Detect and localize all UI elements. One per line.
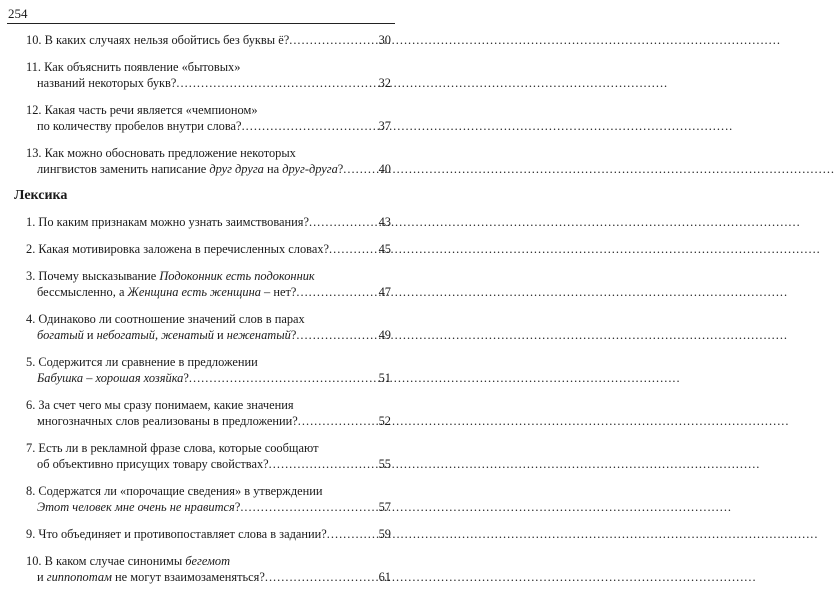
- toc-text-part: – нет?: [260, 285, 297, 299]
- toc-entry-line: [26, 370, 391, 386]
- toc-text-part: 5. Содержится ли сравнение в предложении: [26, 355, 258, 369]
- toc-entry-text: [37, 118, 242, 134]
- toc-entry[interactable]: [26, 397, 391, 429]
- toc-page-number: 55: [378, 457, 391, 471]
- toc-text-part: 2. Какая мотивировка заложена в перечисленных словах?: [26, 242, 330, 256]
- toc-text-part: не могут взаимозаменяться?: [111, 570, 265, 584]
- toc-page-number: 37: [378, 119, 391, 133]
- toc-example-italic: неженатый: [226, 328, 291, 342]
- toc-entry[interactable]: [26, 526, 391, 542]
- toc-leader-dots: [296, 284, 376, 300]
- toc-entry-line: [26, 161, 391, 177]
- toc-leader-dots: [176, 75, 376, 91]
- toc-entry-line: [26, 440, 391, 456]
- toc-leader-dots: [242, 118, 377, 134]
- toc-text-part: 8. Содержатся ли «порочащие сведения» в утверждении: [26, 484, 323, 498]
- toc-text-part: об объективно присущих товару свойствах?: [37, 457, 269, 471]
- toc-page-number: 61: [378, 570, 391, 584]
- toc-text-part: 13. Как можно обосновать предложение некоторых: [26, 146, 296, 160]
- toc-text-part: 11. Как объяснить появление «бытовых»: [26, 60, 241, 74]
- toc-text-part: ?: [234, 500, 241, 514]
- toc-page-number: 45: [378, 242, 391, 256]
- toc-entry-text: [26, 483, 323, 499]
- page-number: 254: [8, 6, 28, 21]
- toc-example-italic: Этот человек мне очень не нравится: [37, 500, 235, 514]
- toc-entry-line: [26, 214, 391, 230]
- toc-entry-text: [37, 370, 189, 386]
- toc-entry[interactable]: [26, 59, 391, 91]
- toc-entry-line: [26, 397, 391, 413]
- toc-page-number: 51: [378, 371, 391, 385]
- toc-text-part: ?: [290, 328, 297, 342]
- toc-entry-text: [37, 161, 343, 177]
- toc-example-italic: друг друга: [209, 162, 264, 176]
- toc-text-part: и: [213, 328, 227, 342]
- toc-text-part: 3. Почему высказывание: [26, 269, 160, 283]
- toc-example-italic: Подоконник есть подоконник: [159, 269, 315, 283]
- toc-entry-line: [26, 75, 391, 91]
- toc-leader-dots: [269, 456, 377, 472]
- toc-page-number: 52: [378, 414, 391, 428]
- toc-text-part: лингвистов заменить написание: [37, 162, 210, 176]
- toc-entry-text: [26, 145, 296, 161]
- toc-entry-text: [26, 311, 305, 327]
- toc-entry-text: [37, 75, 176, 91]
- toc-entry-line: [26, 413, 391, 429]
- toc-entry-line: [26, 284, 391, 300]
- toc-text-part: 9. Что объединяет и противопоставляет слова в задании?: [26, 527, 327, 541]
- section-title: Лексика: [14, 188, 68, 203]
- toc-entry-text: [37, 413, 298, 429]
- toc-entry-text: [26, 397, 294, 413]
- toc-entry-text: [26, 214, 309, 230]
- toc-entry-line: [26, 327, 391, 343]
- toc-entry-text: [26, 440, 318, 456]
- toc-entry-line: [26, 59, 391, 75]
- toc-example-italic: небогатый, женатый: [96, 328, 214, 342]
- toc-entry-line: [26, 268, 391, 284]
- toc-leader-dots: [265, 569, 377, 585]
- toc-text-part: ?: [337, 162, 344, 176]
- toc-text-part: 4. Одинаково ли соотношение значений слов в парах: [26, 312, 305, 326]
- toc-page-number: 43: [378, 215, 391, 229]
- header-rule: [7, 23, 395, 24]
- toc-page-number: 59: [378, 527, 391, 541]
- toc-entry-text: [26, 32, 289, 48]
- toc-entry-line: [26, 32, 391, 48]
- toc-text-part: названий некоторых букв?: [37, 76, 177, 90]
- toc-entry-text: [26, 102, 258, 118]
- toc-entry[interactable]: [26, 311, 391, 343]
- toc-text-part: 1. По каким признакам можно узнать заимствования?: [26, 215, 309, 229]
- toc-text-part: 10. В каком случае синонимы: [26, 554, 186, 568]
- toc-group-1: [26, 32, 391, 177]
- toc-entry[interactable]: [26, 102, 391, 134]
- toc-entry-text: [37, 284, 296, 300]
- toc-text-part: 12. Какая часть речи является «чемпионом»: [26, 103, 258, 117]
- toc-text-part: на: [263, 162, 283, 176]
- toc-leader-dots: [343, 161, 376, 177]
- toc-text-part: 7. Есть ли в рекламной фразе слова, которые сообщают: [26, 441, 319, 455]
- toc-entry-text: [37, 569, 265, 585]
- toc-entry-line: [26, 311, 391, 327]
- toc-entry[interactable]: [26, 145, 391, 177]
- toc-entry-text: [26, 354, 258, 370]
- toc-entry[interactable]: [26, 241, 391, 257]
- toc-entry[interactable]: [26, 483, 391, 515]
- toc-page-number: 47: [378, 285, 391, 299]
- toc-entry[interactable]: [26, 440, 391, 472]
- toc-leader-dots: [189, 370, 377, 386]
- toc-page-number: 30: [378, 33, 391, 47]
- toc-example-italic: Бабушка – хорошая хозяйка: [37, 371, 184, 385]
- toc-entry-line: [26, 145, 391, 161]
- toc-entry-text: [26, 59, 240, 75]
- toc-text-part: и: [83, 328, 97, 342]
- table-of-contents: [14, 32, 391, 596]
- toc-text-part: ?: [183, 371, 189, 385]
- toc-text-part: бессмысленно, а: [37, 285, 128, 299]
- toc-page-number: 32: [378, 76, 391, 90]
- toc-entry-line: [26, 354, 391, 370]
- toc-entry[interactable]: [26, 268, 391, 300]
- toc-entry[interactable]: [26, 354, 391, 386]
- toc-leader-dots: [240, 499, 376, 515]
- toc-leader-dots: [296, 327, 376, 343]
- toc-entry-line: [26, 499, 391, 515]
- toc-example-italic: Женщина есть женщина: [127, 285, 261, 299]
- toc-entry-text: [26, 268, 315, 284]
- toc-text-part: 6. За счет чего мы сразу понимаем, какие значения: [26, 398, 294, 412]
- toc-entry-text: [26, 553, 230, 569]
- toc-entry-line: [26, 241, 391, 257]
- toc-text-part: многозначных слов реализованы в предложении?: [37, 414, 298, 428]
- toc-entry-line: [26, 526, 391, 542]
- toc-entry-line: [26, 456, 391, 472]
- toc-leader-dots: [289, 32, 376, 48]
- toc-entry-line: [26, 118, 391, 134]
- toc-page-number: 40: [378, 162, 391, 176]
- toc-entry-line: [26, 483, 391, 499]
- toc-entry[interactable]: [26, 32, 391, 48]
- toc-leader-dots: [327, 526, 377, 542]
- toc-entry-text: [26, 526, 327, 542]
- toc-entry-line: [26, 553, 391, 569]
- toc-page-number: 49: [378, 328, 391, 342]
- toc-entry[interactable]: [26, 214, 391, 230]
- toc-page-number: 57: [378, 500, 391, 514]
- toc-entry[interactable]: [26, 553, 391, 585]
- toc-leader-dots: [309, 214, 377, 230]
- toc-example-italic: друг-друга: [282, 162, 338, 176]
- toc-entry-line: [26, 569, 391, 585]
- toc-example-italic: бегемот: [185, 554, 231, 568]
- toc-entry-text: [37, 456, 269, 472]
- toc-entry-text: [37, 499, 240, 515]
- toc-leader-dots: [329, 241, 377, 257]
- toc-text-part: и: [37, 570, 47, 584]
- toc-entry-text: [26, 241, 329, 257]
- toc-entry-text: [37, 327, 296, 343]
- toc-entry-line: [26, 102, 391, 118]
- toc-example-italic: богатый: [37, 328, 84, 342]
- toc-text-part: по количеству пробелов внутри слова?: [37, 119, 242, 133]
- toc-leader-dots: [298, 413, 377, 429]
- toc-text-part: 10. В каких случаях нельзя обойтись без буквы ё?: [26, 33, 290, 47]
- toc-group-2: [26, 214, 391, 585]
- toc-example-italic: гиппопотам: [46, 570, 112, 584]
